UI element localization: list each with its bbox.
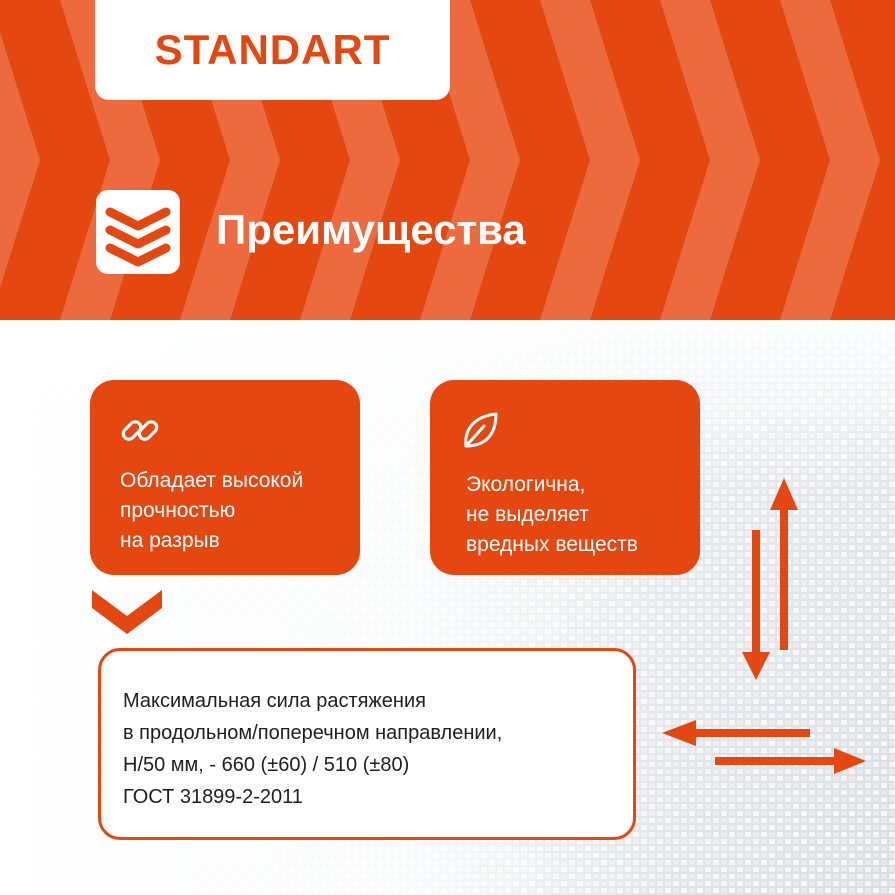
specification-text: Максимальная сила растяжения в продольном/поперечном направлении, Н/50 мм, - 660 (±60) / 510 (±80) ГОСТ 31899-2-2011: [123, 690, 503, 808]
benefit-card-text: Обладает высокой прочностью на разрыв: [120, 469, 304, 552]
benefit-card-text: Экологична, не выделяет вредных веществ: [466, 473, 638, 556]
layers-icon: [92, 186, 184, 278]
chevron-down-icon: [92, 590, 162, 636]
benefit-card-eco: [430, 380, 700, 575]
brand-tab: [95, 0, 450, 100]
link-icon: [118, 408, 162, 452]
leaf-icon: [458, 408, 502, 452]
section-title: Преимущества: [216, 206, 526, 253]
benefit-card-strength: [90, 380, 360, 575]
header-banner: [0, 0, 895, 320]
specification-box: [98, 648, 636, 840]
brand-logo-text: STANDART: [154, 26, 391, 73]
